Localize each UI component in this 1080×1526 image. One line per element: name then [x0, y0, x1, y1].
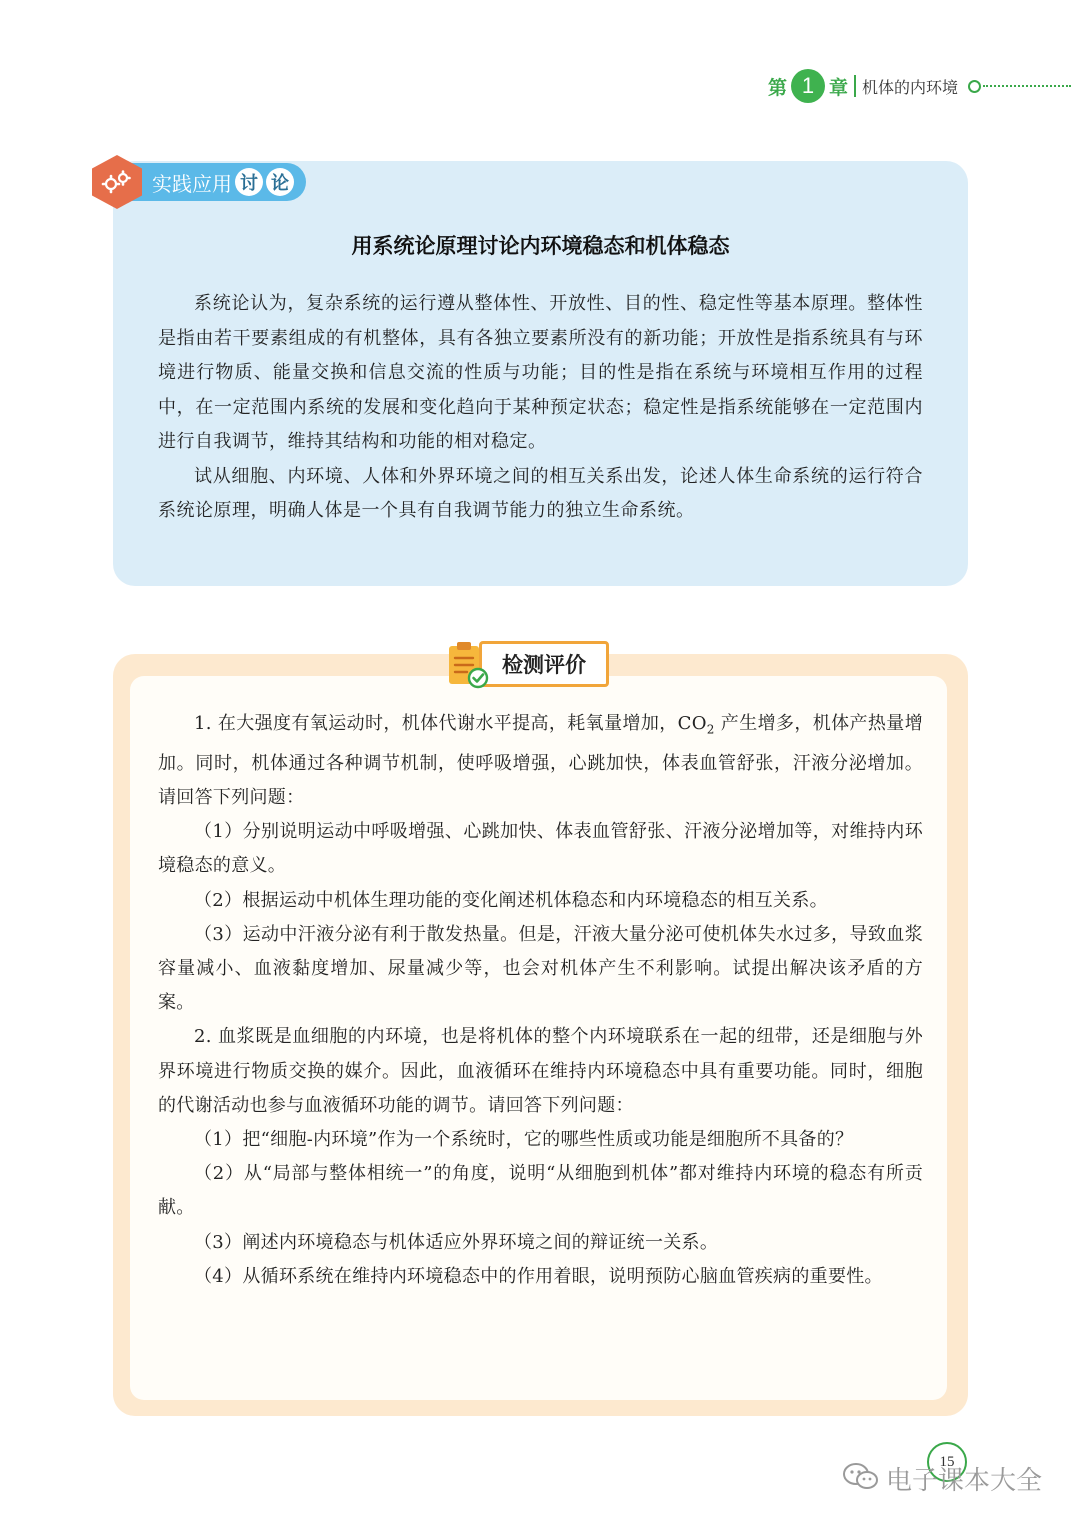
chapter-dot-icon	[968, 80, 981, 93]
question-1-item: （1）分别说明运动中呼吸增强、心跳加快、体表血管舒张、汗液分泌增加等，对维持内环境稳态的意义。	[158, 821, 923, 877]
question-2-item: （1）把“细胞-内环境”作为一个系统时，它的哪些性质或功能是细胞所不具备的？	[194, 1129, 854, 1151]
practice-title: 用系统论原理讨论内环境稳态和机体稳态	[351, 234, 730, 258]
question-2-item: （2）从“局部与整体相统一”的角度，说明“从细胞到机体”都对维持内环境的稳态有所贡献。	[158, 1163, 923, 1219]
chapter-number-badge: 1	[791, 69, 825, 103]
co2-subscript: 2	[706, 722, 715, 737]
practice-paragraph: 系统论认为，复杂系统的运行遵从整体性、开放性、目的性、稳定性等基本原理。整体性是指由若干要素组成的有机整体，具有各独立要素所没有的新功能；开放性是指系统具有与环境进行物质、能量交换和信息交流的性质与功能；目的性是指在系统与环境相互作用的过程中，在一定范围内系统的发展和变化趋向于某种预定状态；稳定性是指系统能够在一定范围内进行自我调节，维持其结构和功能的相对稳定。	[158, 293, 923, 452]
chapter-suffix: 章	[829, 76, 849, 99]
banner-word-1: 讨	[235, 168, 263, 196]
assessment-title-pill	[479, 641, 609, 687]
chapter-title: 机体的内环境	[862, 77, 959, 97]
chapter-header	[768, 68, 1071, 104]
checklist-clipboard-icon	[445, 638, 489, 690]
question-1-intro	[158, 707, 923, 815]
question-2-intro: 2. 血浆既是血细胞的内环境，也是将机体的整个内环境联系在一起的纽带，还是细胞与外界环境进行物质交换的媒介。因此，血液循环在维持内环境稳态中具有重要功能。同时，细胞的代谢活动也参与血液循环功能的调节。请回答下列问题：	[158, 1026, 923, 1116]
question-1-item: （2）根据运动中机体生理功能的变化阐述机体稳态和内环境稳态的相互关系。	[194, 889, 828, 911]
practice-paragraph: 试从细胞、内环境、人体和外界环境之间的相互关系出发，论述人体生命系统的运行符合系统论原理，明确人体是一个具有自我调节能力的独立生命系统。	[158, 465, 923, 521]
question-2-item: （3）阐述内环境稳态与机体适应外界环境之间的辩证统一关系。	[194, 1231, 719, 1253]
practice-banner-word	[232, 168, 294, 196]
assessment-header	[445, 636, 609, 692]
assessment-body	[158, 707, 923, 1294]
watermark-text: 电子课本大全	[886, 1466, 1043, 1496]
page-number: 15	[927, 1442, 967, 1482]
question-1-intro-before: 1. 在大强度有氧运动时，机体代谢水平提高，耗氧量增加，CO	[194, 713, 707, 734]
assessment-title: 检测评价	[502, 653, 586, 677]
practice-banner	[92, 154, 306, 210]
question-1-item: （3）运动中汗液分泌有利于散发热量。但是，汗液大量分泌可使机体失水过多，导致血浆容量减小、血液黏度增加、尿量减少等，也会对机体产生不利影响。试提出解决该矛盾的方案。	[158, 923, 923, 1014]
banner-word-2: 论	[266, 168, 294, 196]
chapter-divider	[854, 75, 856, 97]
watermark	[842, 1460, 1042, 1497]
practice-body	[158, 287, 923, 529]
chapter-dotted-line	[983, 85, 1071, 87]
wechat-icon	[842, 1461, 880, 1497]
chapter-prefix: 第	[768, 76, 788, 99]
question-2-item: （4）从循环系统在维持内环境稳态中的作用着眼，说明预防心脑血管疾病的重要性。	[194, 1265, 883, 1287]
question-1-intro-after: 产生增多，机体产热量增加。同时，机体通过各种调节机制，使呼吸增强，心跳加快，体表血管舒张，汗液分泌增加。请回答下列问题：	[158, 713, 923, 808]
practice-banner-pill	[128, 163, 306, 201]
practice-banner-text: 实践应用	[152, 171, 232, 196]
